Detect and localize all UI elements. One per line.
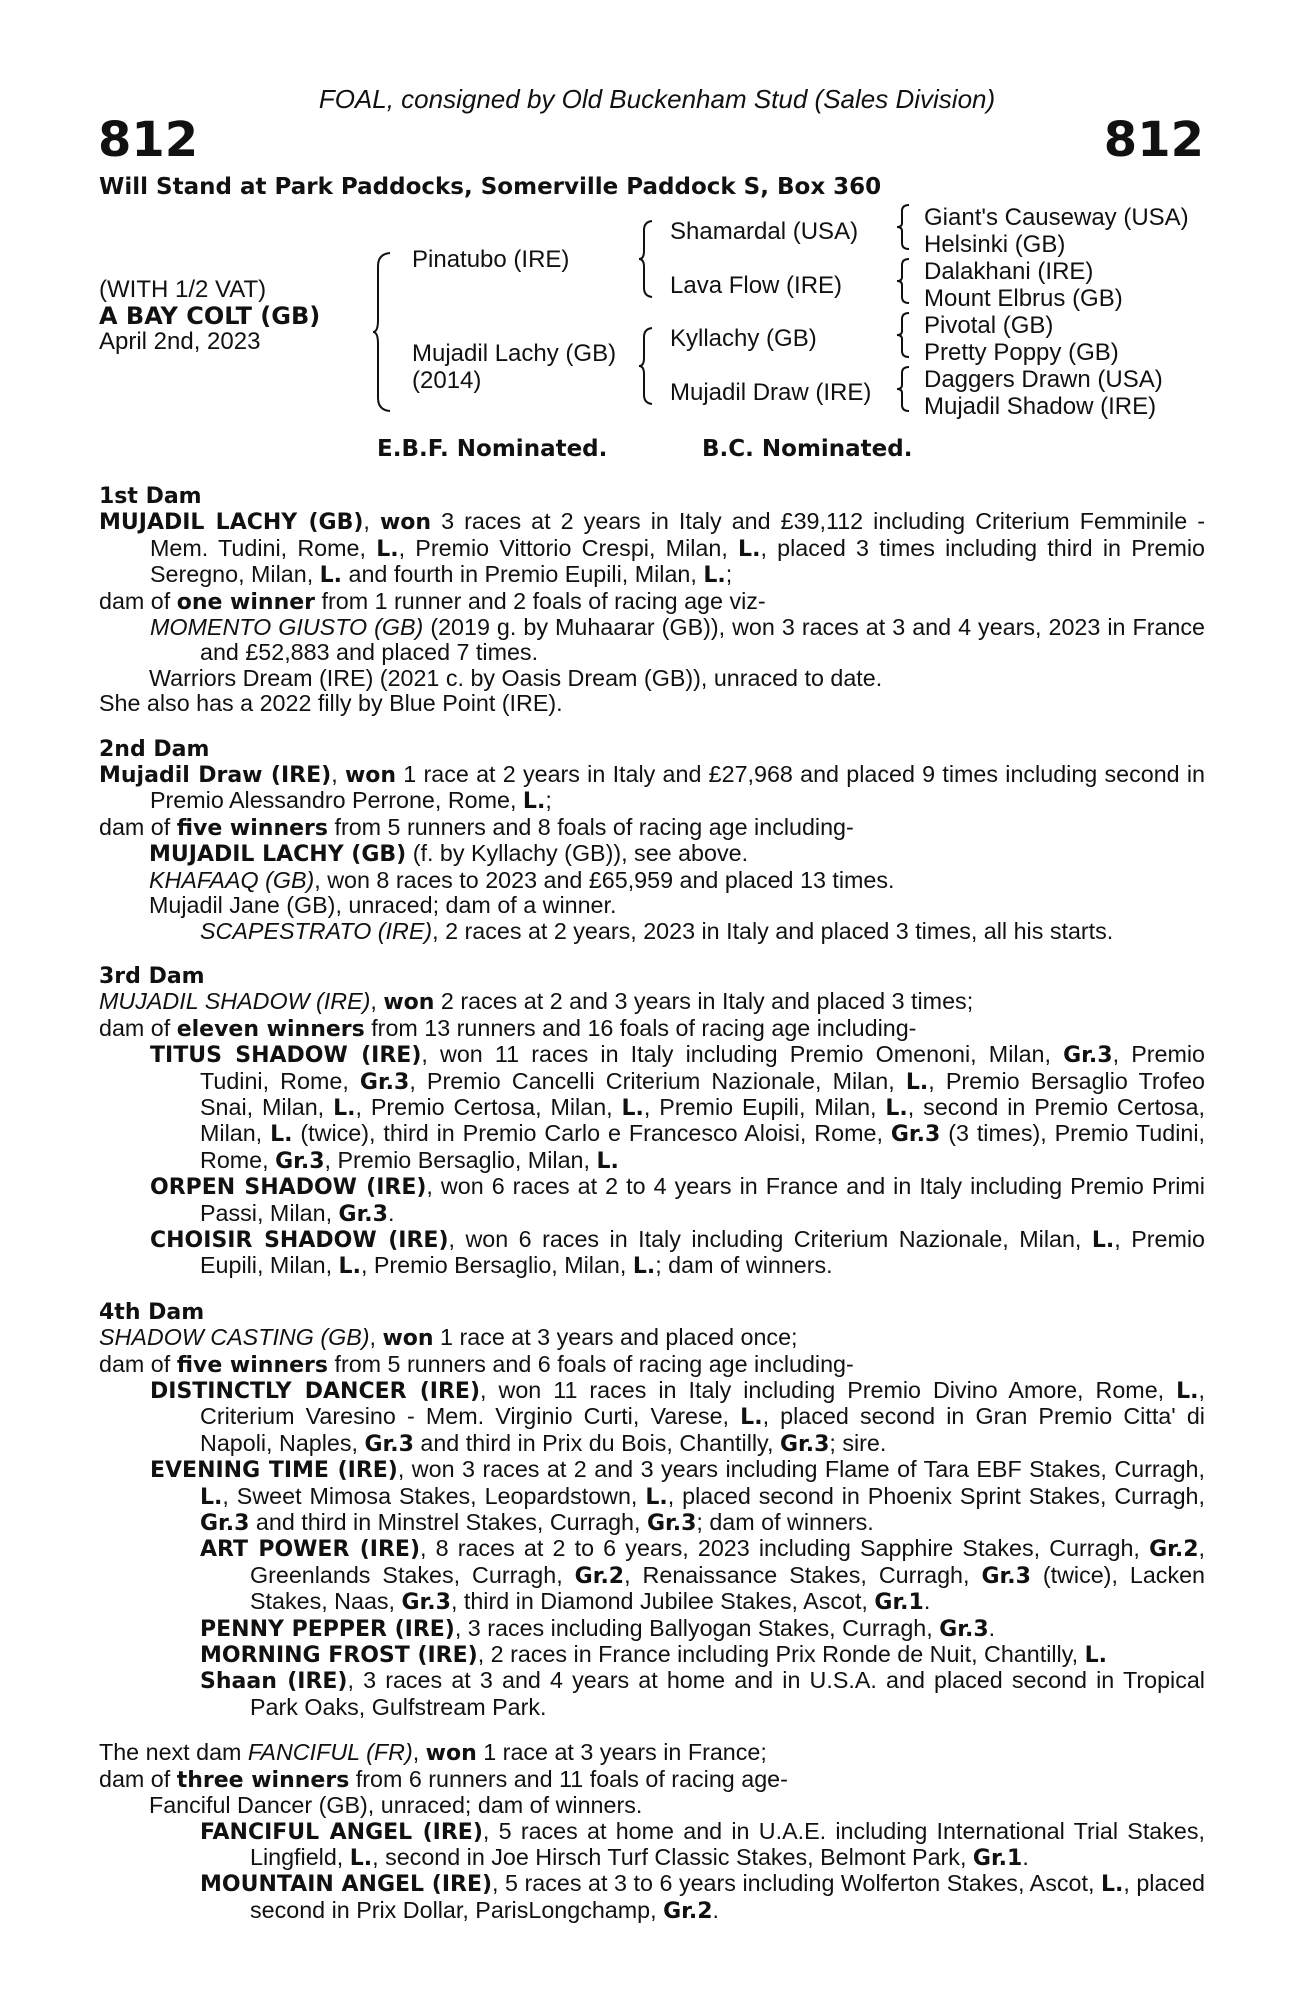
- dam-name: SHADOW CASTING (GB): [99, 1324, 370, 1351]
- progeny-text: , Premio Eupili, Milan,: [643, 1093, 886, 1120]
- produce-record: [99, 484, 1205, 1924]
- winners-count: five winners: [176, 815, 328, 841]
- record-text: ;: [725, 561, 733, 588]
- listed-label: L.: [740, 1405, 763, 1431]
- progeny-text: and third in Prix du Bois, Chantilly,: [413, 1429, 780, 1456]
- progeny-entry: [99, 1457, 1205, 1536]
- group-label: Gr.3: [338, 1201, 388, 1227]
- progeny-text: .: [712, 1896, 719, 1923]
- progeny-text: ; dam of winners.: [696, 1509, 874, 1536]
- progeny-text: , Renaissance Stakes, Curragh,: [624, 1561, 982, 1588]
- listed-label: L.: [703, 563, 726, 589]
- listed-label: L.: [349, 1845, 373, 1871]
- group-label: Gr.3: [646, 1511, 697, 1537]
- listed-label: L.: [333, 1095, 356, 1121]
- pedigree-g4-1: Giant's Causeway (USA): [924, 204, 1189, 231]
- progeny-text: , won 3 races at 2 and 3 years including Flame of Tara EBF Stakes, Curragh,: [397, 1456, 1205, 1483]
- listed-label: L.: [1100, 1872, 1124, 1898]
- progeny-name: SCAPESTRATO (IRE): [200, 917, 433, 944]
- progeny-entry: [99, 1227, 1205, 1280]
- ebf-nomination: E.B.F. Nominated.: [377, 436, 608, 462]
- pedigree-bracket-dam: [638, 327, 656, 405]
- pedigree-g4-8: Mujadil Shadow (IRE): [924, 393, 1157, 420]
- progeny-text: .: [1022, 1843, 1029, 1870]
- pedigree-bracket-g3c: [896, 312, 912, 358]
- progeny-text: , won 6 races at 2 to 4 years in France and in Italy including Premio Primi Passi, Milan,: [200, 1173, 1205, 1226]
- group-label: Gr.2: [1149, 1537, 1199, 1563]
- group-label: Gr.3: [779, 1431, 830, 1457]
- progeny-text: ; sire.: [829, 1429, 887, 1456]
- progeny-text: , second in Joe Hirsch Turf Classic Stakes, Belmont Park,: [372, 1843, 973, 1870]
- progeny-text: (2019 g. by Muhaarar (GB)), won 3 races at 3 and 4 years, 2023 in France and £52,883 and placed 7 times.: [200, 614, 1205, 666]
- grand-progeny-entry: [99, 1819, 1205, 1872]
- grand-progeny-entry: [99, 1871, 1205, 1924]
- listed-label: L.: [905, 1069, 929, 1095]
- progeny-text: , placed second in Gran Premio Citta' di Napoli, Naples,: [200, 1403, 1205, 1456]
- progeny-text: , placed second in Prix Dollar, ParisLongchamp,: [250, 1870, 1205, 1923]
- winners-count: one winner: [176, 589, 316, 615]
- listed-label: L.: [596, 1148, 619, 1174]
- listed-label: L.: [270, 1122, 293, 1148]
- progeny-text: , Premio Cancelli Criterium Nazionale, Milan,: [409, 1067, 906, 1094]
- dam-name: Mujadil Draw (IRE): [99, 763, 332, 789]
- progeny-name: MORNING FROST (IRE): [200, 1643, 478, 1669]
- first-dam-section: [99, 484, 1205, 717]
- pedigree-sire-dam: Lava Flow (IRE): [670, 272, 843, 299]
- progeny-text: , 5 races at home and in U.A.E. including International Trial Stakes, Lingfield,: [250, 1817, 1205, 1870]
- progeny-text: , 3 races including Ballyogan Stakes, Curragh,: [454, 1614, 940, 1641]
- progeny-text: .: [988, 1614, 996, 1641]
- won-label: won: [379, 510, 432, 536]
- pedigree-g4-2: Helsinki (GB): [924, 231, 1066, 258]
- consignment-line: FOAL, consigned by Old Buckenham Stud (Sales Division): [318, 84, 996, 114]
- progeny-name: PENNY PEPPER (IRE): [200, 1616, 455, 1642]
- progeny-name: MUJADIL LACHY (GB): [149, 842, 407, 868]
- progeny-text: , Premio Eupili, Milan,: [200, 1225, 1205, 1279]
- progeny-text: and third in Minstrel Stakes, Curragh,: [249, 1509, 647, 1536]
- progeny-text: , won 8 races to 2023 and £65,959 and placed 13 times.: [314, 866, 895, 893]
- progeny-entry: [99, 841, 1205, 867]
- grand-progeny-entry: [99, 1536, 1205, 1615]
- progeny-text: , won 11 races in Italy including Premio Divino Amore, Rome,: [480, 1377, 1177, 1403]
- next-dam-section: [99, 1740, 1205, 1924]
- progeny-text: ; dam of winners.: [655, 1252, 833, 1279]
- record-text: 1 race at 3 years and placed once;: [433, 1324, 798, 1351]
- group-label: Gr.1: [972, 1845, 1023, 1871]
- progeny-text: (f. by Kyllachy (GB)), see above.: [406, 840, 749, 867]
- dam-of-text: from 5 runners and 6 foals of racing age including-: [328, 1350, 854, 1377]
- progeny-text: , 5 races at 3 to 6 years including Wolferton Stakes, Ascot,: [492, 1870, 1101, 1897]
- dam-of-line: [99, 1352, 1205, 1378]
- progeny-text: , placed second in Phoenix Sprint Stakes, Curragh,: [667, 1482, 1205, 1509]
- dam-of-text: from 1 runner and 2 foals of racing age viz-: [315, 587, 766, 614]
- won-label: won: [383, 990, 435, 1016]
- won-label: won: [344, 763, 397, 789]
- progeny-name: MOMENTO GIUSTO (GB): [150, 614, 424, 641]
- foaling-date: April 2nd, 2023: [99, 328, 261, 355]
- lot-title: A BAY COLT (GB): [99, 302, 321, 330]
- listed-label: L.: [522, 789, 546, 815]
- listed-label: L.: [738, 536, 761, 562]
- dam-record: SHADOW CASTING (GB), won 1 race at 3 years and placed once;: [99, 1324, 798, 1352]
- progeny-name: ORPEN SHADOW (IRE): [150, 1175, 427, 1201]
- progeny-entry: [99, 1378, 1205, 1457]
- record-text: and fourth in Premio Eupili, Milan,: [342, 561, 704, 588]
- third-dam-section: [99, 964, 1205, 1280]
- progeny-name: KHAFAAQ (GB): [149, 866, 315, 893]
- progeny-text: .: [923, 1588, 931, 1615]
- group-label: Gr.2: [574, 1563, 625, 1589]
- intro-text: The next dam: [99, 1739, 248, 1766]
- progeny-name: MOUNTAIN ANGEL (IRE): [200, 1872, 493, 1898]
- pedigree-dam-sire: Kyllachy (GB): [670, 325, 817, 352]
- section-heading: 4th Dam: [99, 1299, 205, 1325]
- record-text: 1 race at 3 years in France;: [476, 1739, 767, 1766]
- won-label: won: [425, 1741, 477, 1767]
- progeny-entry: [99, 1042, 1205, 1174]
- progeny-text: , Premio Certosa, Milan,: [355, 1093, 622, 1120]
- grand-progeny-entry: [99, 919, 1205, 944]
- pedigree-bracket-g3b: [896, 258, 912, 304]
- group-label: Gr.3: [981, 1563, 1031, 1589]
- pedigree-bracket-g3a: [896, 204, 912, 250]
- record-text: 1 race at 2 years in Italy and £27,968 and placed 9 times including second in Premio Alessandro Perrone, Rome,: [150, 761, 1205, 814]
- listed-label: L.: [200, 1484, 223, 1510]
- pedigree-bracket-g3d: [896, 366, 912, 412]
- winners-count: three winners: [176, 1767, 350, 1793]
- pedigree-g4-7: Daggers Drawn (USA): [924, 366, 1163, 393]
- section-heading: 2nd Dam: [99, 736, 210, 762]
- pedigree-g4-4: Mount Elbrus (GB): [924, 285, 1123, 312]
- record-text: , Premio Vittorio Crespi, Milan,: [398, 534, 739, 561]
- listed-label: L.: [1176, 1379, 1199, 1404]
- pedigree-dam-dam: Mujadil Draw (IRE): [670, 379, 872, 406]
- progeny-text: , second in Premio Certosa, Milan,: [200, 1093, 1205, 1147]
- progeny-text: (3 times), Premio Tudini, Rome,: [200, 1120, 1205, 1173]
- group-label: Gr.2: [663, 1898, 713, 1924]
- dam-name: MUJADIL SHADOW (IRE): [99, 988, 371, 1015]
- progeny-name: EVENING TIME (IRE): [150, 1458, 398, 1484]
- dam-of-text: dam of: [99, 1014, 177, 1041]
- dam-name: MUJADIL LACHY (GB): [99, 510, 364, 536]
- progeny-text: , 2 races in France including Prix Ronde de Nuit, Chantilly,: [477, 1641, 1085, 1668]
- section-heading: 3rd Dam: [99, 963, 205, 989]
- group-label: Gr.3: [359, 1069, 410, 1095]
- dam-of-line: [99, 1016, 1205, 1042]
- progeny-entry: Warriors Dream (IRE) (2021 c. by Oasis Dream (GB)), unraced to date.: [149, 664, 883, 691]
- second-dam-section: [99, 737, 1205, 944]
- dam-of-text: from 5 runners and 8 foals of racing age including-: [328, 813, 854, 840]
- pedigree-g4-3: Dalakhani (IRE): [924, 258, 1094, 285]
- progeny-entry: Fanciful Dancer (GB), unraced; dam of winners.: [149, 1792, 643, 1819]
- stabling-location: Will Stand at Park Paddocks, Somerville Paddock S, Box 360: [99, 174, 882, 200]
- group-label: Gr.3: [275, 1148, 325, 1174]
- listed-label: L.: [632, 1254, 656, 1280]
- won-label: won: [382, 1326, 434, 1352]
- also-note: She also has a 2022 filly by Blue Point (IRE).: [99, 690, 563, 717]
- progeny-name: ART POWER (IRE): [200, 1537, 421, 1563]
- group-label: Gr.3: [401, 1590, 451, 1616]
- pedigree-sire-sire: Shamardal (USA): [670, 218, 859, 245]
- pedigree-sire: Pinatubo (IRE): [412, 246, 570, 273]
- grand-progeny-entry: [99, 1616, 1205, 1642]
- record-text: 3 races at 2 years in Italy and £39,112 including Criterium Femminile - Mem. Tudini, Rome,: [150, 508, 1205, 561]
- progeny-entry: [99, 1174, 1205, 1227]
- dam-record: MUJADIL SHADOW (IRE), won 2 races at 2 and 3 years in Italy and placed 3 times;: [99, 988, 974, 1016]
- pedigree-bracket-sire: [638, 220, 656, 298]
- record-text: , placed 3 times including third in Premio Seregno, Milan,: [150, 534, 1205, 588]
- progeny-name: DISTINCTLY DANCER (IRE): [150, 1379, 481, 1404]
- group-label: Gr.3: [939, 1616, 989, 1642]
- group-label: Gr.3: [1063, 1043, 1113, 1069]
- progeny-entry: [99, 868, 1205, 893]
- listed-label: L.: [645, 1484, 668, 1510]
- group-label: Gr.3: [200, 1511, 250, 1537]
- listed-label: L.: [621, 1095, 644, 1121]
- listed-label: L.: [338, 1254, 361, 1280]
- progeny-text: , Premio Bersaglio, Milan,: [360, 1252, 633, 1279]
- dam-name: FANCIFUL (FR): [247, 1739, 413, 1766]
- progeny-entry: [99, 615, 1205, 666]
- progeny-text: , won 11 races in Italy including Premio Omenoni, Milan,: [421, 1041, 1064, 1068]
- dam-record: The next dam FANCIFUL (FR), won 1 race at 3 years in France;: [99, 1739, 767, 1767]
- record-text: ;: [545, 787, 552, 814]
- dam-of-line: [99, 815, 1205, 841]
- dam-record: Mujadil Draw (IRE), won 1 race at 2 years in Italy and £27,968 and placed 9 times including second in Premio Alessandro Perrone, Rome, L.;: [99, 761, 1205, 815]
- progeny-text: .: [387, 1199, 395, 1226]
- progeny-entry: Mujadil Jane (GB), unraced; dam of a winner.: [149, 892, 617, 919]
- dam-of-text: dam of: [99, 1350, 177, 1377]
- progeny-text: , 3 races at 3 and 4 years at home and in U.S.A. and placed second in Tropical Park Oaks, Gulfstream Park.: [250, 1667, 1205, 1720]
- dam-of-line: [99, 589, 1205, 615]
- dam-of-text: dam of: [99, 587, 177, 614]
- pedigree-bracket-main: [372, 252, 394, 412]
- winners-count: five winners: [176, 1352, 328, 1378]
- progeny-name: Shaan (IRE): [200, 1669, 348, 1695]
- pedigree-g4-5: Pivotal (GB): [924, 312, 1054, 339]
- dam-of-text: from 13 runners and 16 foals of racing age including-: [364, 1014, 917, 1041]
- pedigree-dam-year: (2014): [412, 367, 482, 394]
- lot-number-right: 812: [1103, 112, 1204, 168]
- group-label: Gr.3: [890, 1122, 941, 1148]
- dam-of-text: dam of: [99, 813, 177, 840]
- dam-of-text: dam of: [99, 1765, 177, 1792]
- progeny-text: , 2 races at 2 years, 2023 in Italy and placed 3 times, all his starts.: [432, 917, 1114, 944]
- bc-nomination: B.C. Nominated.: [702, 436, 913, 462]
- progeny-text: , third in Diamond Jubilee Stakes, Ascot,: [450, 1588, 875, 1615]
- group-label: Gr.3: [364, 1431, 414, 1457]
- pedigree-dam: Mujadil Lachy (GB): [412, 340, 617, 367]
- pedigree-g4-6: Pretty Poppy (GB): [924, 339, 1119, 366]
- progeny-text: , Criterium Varesino - Mem. Virginio Curti, Varese,: [200, 1377, 1205, 1430]
- progeny-text: , Greenlands Stakes, Curragh,: [250, 1535, 1205, 1588]
- progeny-text: , Premio Bersaglio, Milan,: [324, 1146, 597, 1173]
- progeny-name: TITUS SHADOW (IRE): [150, 1043, 422, 1069]
- listed-label: L.: [319, 563, 343, 589]
- progeny-name: FANCIFUL ANGEL (IRE): [200, 1819, 483, 1845]
- dam-of-text: from 6 runners and 11 foals of racing age-: [349, 1765, 788, 1792]
- grand-progeny-entry: [99, 1642, 1205, 1668]
- dam-record: MUJADIL LACHY (GB), won 3 races at 2 years in Italy and £39,112 including Criterium Femminile - Mem. Tudini, Rome, L., Premio Vittorio Crespi, Milan, L., placed 3 times including third in Premio Seregno, Milan, L. and fourth in Premio Eupili, Milan, L.;: [99, 508, 1205, 589]
- lot-number-left: 812: [98, 112, 199, 168]
- progeny-text: , 8 races at 2 to 6 years, 2023 including Sapphire Stakes, Curragh,: [420, 1535, 1150, 1562]
- fourth-dam-section: [99, 1300, 1205, 1721]
- winners-count: eleven winners: [176, 1016, 365, 1042]
- progeny-name: CHOISIR SHADOW (IRE): [150, 1227, 449, 1253]
- section-heading: 1st Dam: [99, 484, 202, 509]
- progeny-text: (twice), third in Premio Carlo e Francesco Aloisi, Rome,: [292, 1120, 891, 1147]
- vat-note: (WITH 1/2 VAT): [99, 276, 267, 303]
- listed-label: L.: [885, 1095, 908, 1121]
- dam-of-line: [99, 1767, 1205, 1793]
- progeny-text: , Premio Bersaglio Trofeo Snai, Milan,: [200, 1067, 1205, 1120]
- grand-progeny-entry: [99, 1668, 1205, 1720]
- progeny-text: , Sweet Mimosa Stakes, Leopardstown,: [222, 1482, 646, 1509]
- progeny-text: , won 6 races in Italy including Criterium Nazionale, Milan,: [448, 1225, 1092, 1252]
- listed-label: L.: [1084, 1643, 1107, 1669]
- progeny-text: (twice), Lacken Stakes, Naas,: [250, 1561, 1206, 1615]
- progeny-text: , Premio Tudini, Rome,: [200, 1041, 1205, 1094]
- record-text: 2 races at 2 and 3 years in Italy and placed 3 times;: [434, 988, 974, 1015]
- listed-label: L.: [376, 536, 399, 562]
- group-label: Gr.1: [874, 1590, 924, 1616]
- listed-label: L.: [1091, 1227, 1115, 1253]
